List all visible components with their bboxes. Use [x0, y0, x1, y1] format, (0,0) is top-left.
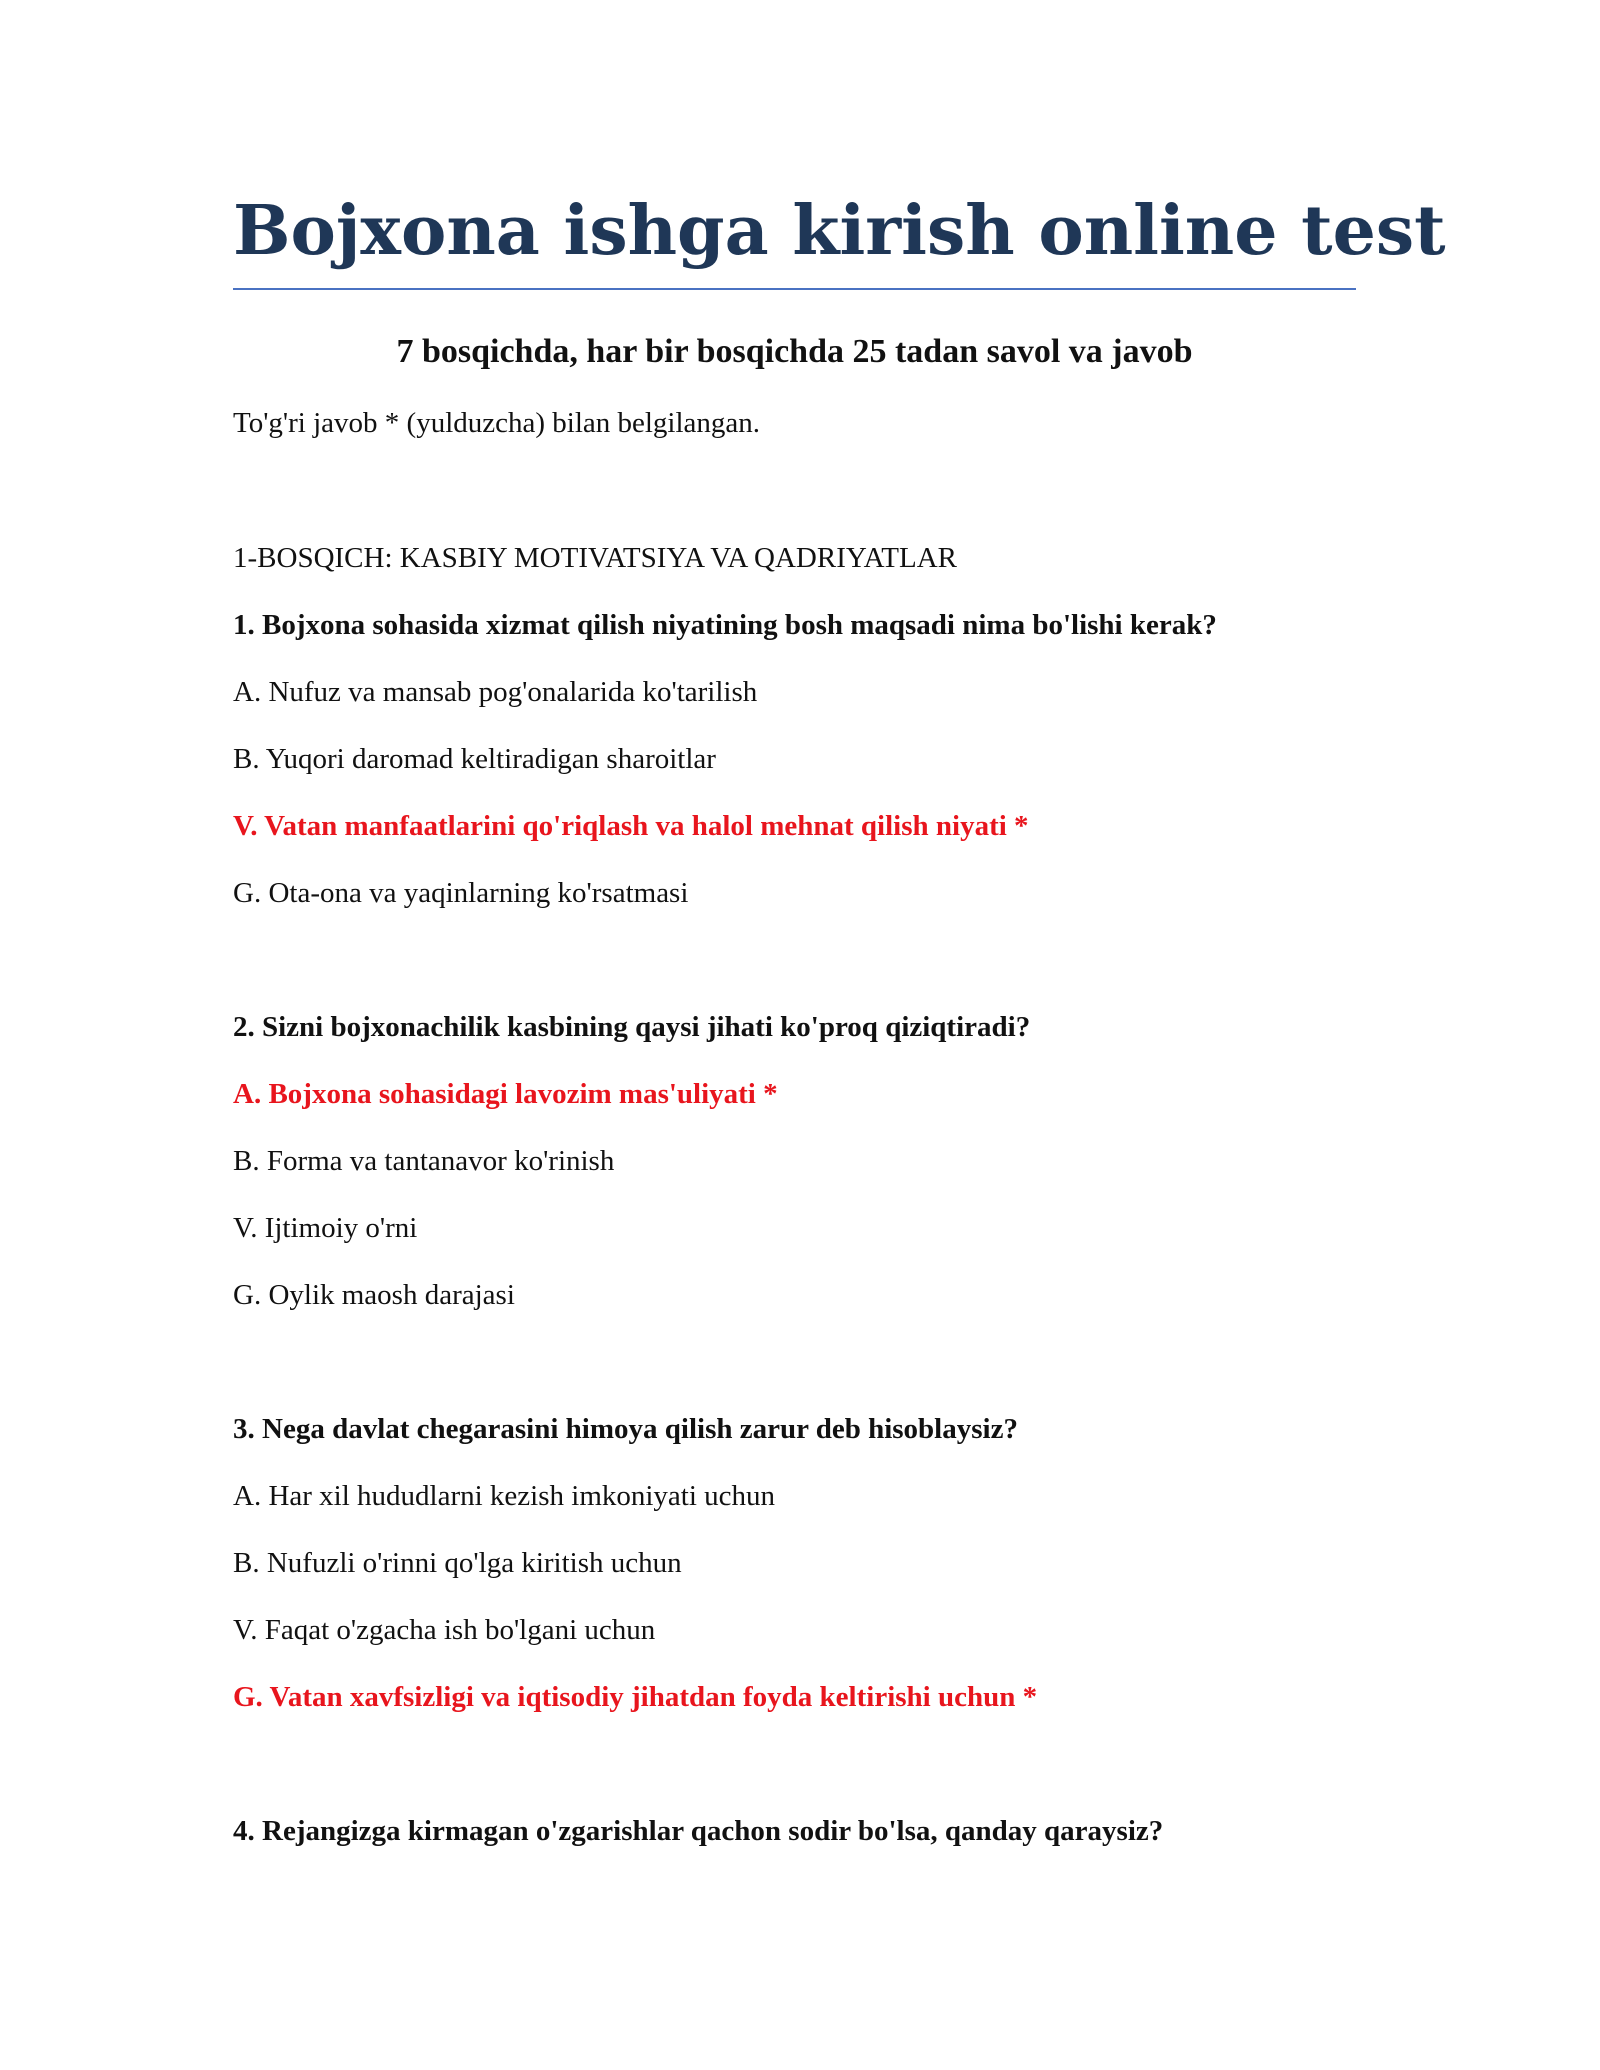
answer-key-note: To'g'ri javob * (yulduzcha) bilan belgilangan. [233, 407, 761, 439]
question-1-option-g: G. Ota-ona va yaqinlarning ko'rsatmasi [233, 877, 689, 909]
question-3-option-b: B. Nufuzli o'rinni qo'lga kiritish uchun [233, 1547, 682, 1579]
question-3-option-a: A. Har xil hududlarni kezish imkoniyati uchun [233, 1480, 776, 1512]
page-title: Bojxona ishga kirish online test [233, 191, 1446, 271]
question-3-option-g-correct: G. Vatan xavfsizligi va iqtisodiy jihatdan foyda keltirishi uchun * [233, 1681, 1038, 1713]
question-2-option-v: V. Ijtimoiy o'rni [233, 1212, 418, 1244]
question-2-option-g: G. Oylik maosh darajasi [233, 1279, 515, 1311]
question-2-option-a-correct: A. Bojxona sohasidagi lavozim mas'uliyati * [233, 1078, 778, 1110]
question-1-option-a: A. Nufuz va mansab pog'onalarida ko'tarilish [233, 676, 758, 708]
question-2-option-b: B. Forma va tantanavor ko'rinish [233, 1145, 615, 1177]
question-3-option-v: V. Faqat o'zgacha ish bo'lgani uchun [233, 1614, 656, 1646]
page-subtitle: 7 bosqichda, har bir bosqichda 25 tadan savol va javob [396, 333, 1193, 370]
title-divider [233, 288, 1356, 290]
question-1-option-v-correct: V. Vatan manfaatlarini qo'riqlash va halol mehnat qilish niyati * [233, 810, 1029, 842]
question-4: 4. Rejangizga kirmagan o'zgarishlar qachon sodir bo'lsa, qanday qaraysiz? [233, 1815, 1164, 1847]
question-1: 1. Bojxona sohasida xizmat qilish niyatining bosh maqsadi nima bo'lishi kerak? [233, 609, 1217, 641]
section-heading: 1-BOSQICH: KASBIY MOTIVATSIYA VA QADRIYATLAR [233, 542, 958, 574]
question-3: 3. Nega davlat chegarasini himoya qilish zarur deb hisoblaysiz? [233, 1413, 1018, 1445]
question-1-option-b: B. Yuqori daromad keltiradigan sharoitlar [233, 743, 716, 775]
question-2: 2. Sizni bojxonachilik kasbining qaysi jihati ko'proq qiziqtiradi? [233, 1011, 1031, 1043]
